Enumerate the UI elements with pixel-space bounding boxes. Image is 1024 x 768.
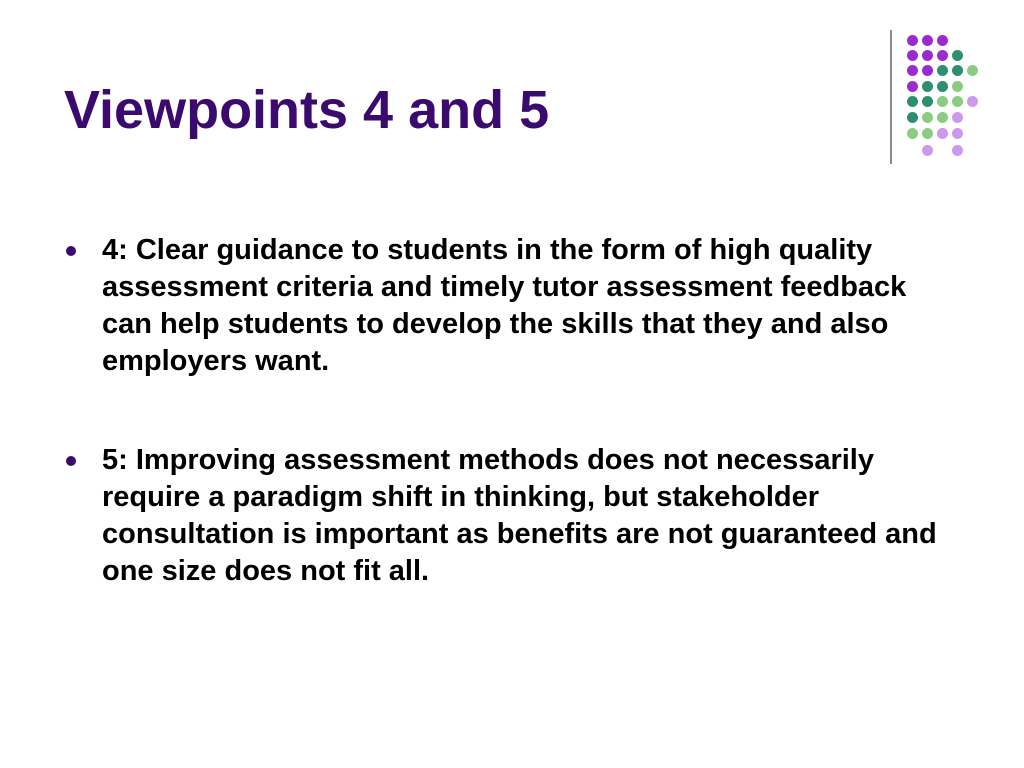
decorative-dot: [907, 112, 918, 123]
bullet-item: [64, 232, 964, 380]
decorative-dot: [952, 50, 963, 61]
decorative-dot: [952, 112, 963, 123]
decorative-dot: [937, 112, 948, 123]
decorative-dot: [952, 128, 963, 139]
decorative-dot: [937, 81, 948, 92]
decorative-dot: [952, 96, 963, 107]
decorative-dot: [907, 35, 918, 46]
decorative-dot: [937, 50, 948, 61]
decorative-dot: [922, 145, 933, 156]
decorative-dot: [967, 96, 978, 107]
bullet-text: 4: Clear guidance to students in the form of high quality assessment criteria and timely tutor assessment feedback can help students to develop the skills that they and also employers want.: [102, 234, 907, 377]
decorative-dot: [937, 128, 948, 139]
decorative-dot-grid: [0, 0, 1024, 200]
decorative-dot: [922, 81, 933, 92]
decorative-dot: [907, 96, 918, 107]
decorative-dot: [952, 145, 963, 156]
decorative-dot: [937, 35, 948, 46]
decorative-dot: [907, 81, 918, 92]
decorative-dot: [907, 50, 918, 61]
decorative-dot: [952, 65, 963, 76]
decorative-dot: [922, 35, 933, 46]
decorative-dot: [922, 65, 933, 76]
decorative-dot: [937, 65, 948, 76]
bullet-item: [64, 442, 964, 590]
decorative-dot: [922, 96, 933, 107]
bullet-list: [64, 232, 964, 590]
decorative-dot: [967, 65, 978, 76]
decorative-dot: [922, 50, 933, 61]
bullet-dot-icon: [66, 456, 76, 466]
decorative-dot: [907, 65, 918, 76]
decorative-dot: [937, 96, 948, 107]
bullet-dot-icon: [66, 246, 76, 256]
decorative-dot: [922, 128, 933, 139]
decorative-dot: [952, 81, 963, 92]
decorative-dot: [907, 128, 918, 139]
decorative-dot: [922, 112, 933, 123]
bullet-text: 5: Improving assessment methods does not necessarily require a paradigm shift in thinking, but stakeholder consultation is important as benefits are not guaranteed and one size does not fit all.: [102, 444, 937, 587]
slide-title: Viewpoints 4 and 5: [64, 80, 550, 140]
